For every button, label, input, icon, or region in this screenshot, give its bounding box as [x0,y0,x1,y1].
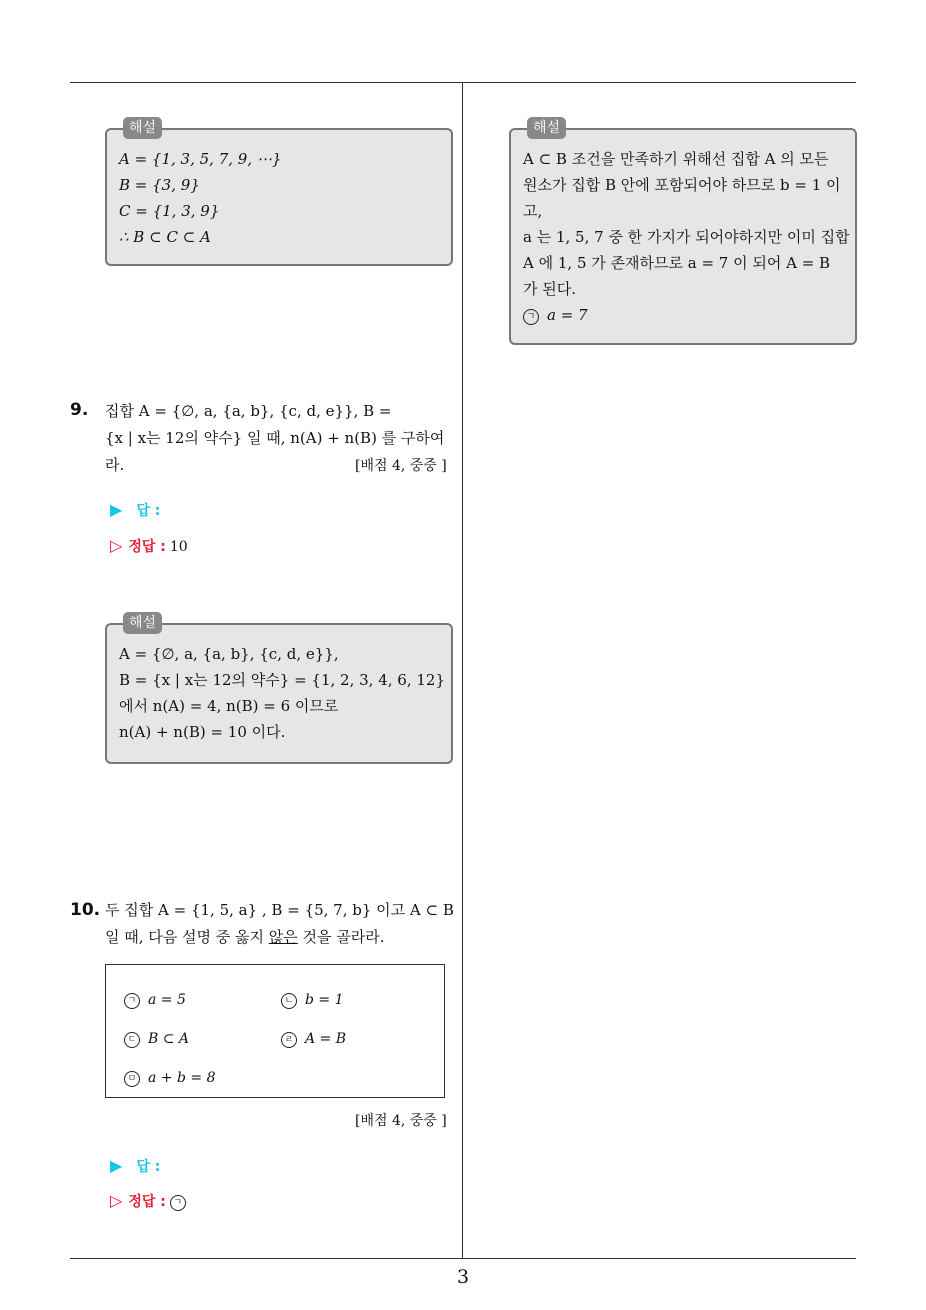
circled-letter-icon: ㄱ [124,993,140,1009]
circled-letter-icon: ㄱ [170,1195,186,1211]
question-text [105,897,460,951]
correct-label: 정답 : [128,539,166,555]
page-number: 3 [456,1266,470,1288]
solution-line: A ⊂ B 조건을 만족하기 위해선 집합 A 의 모든 [523,150,829,168]
circled-letter-icon: ㄹ [281,1032,297,1048]
solution-line: 원소가 집합 B 안에 포함되어야 하므로 b = 1 이 [523,176,841,194]
choice-item [124,992,186,1009]
solution-box-8 [105,120,453,266]
choice-item [124,1070,215,1087]
choice-item [124,1031,189,1048]
choice-text: a = 5 [148,992,186,1008]
solution-box-10 [509,120,857,345]
choices-box [105,964,445,1098]
question-number: 9. [70,400,89,420]
correct-label: 정답 : [128,1194,166,1210]
circled-letter-icon: ㄷ [124,1032,140,1048]
choice-text: a + b = 8 [148,1070,216,1086]
solution-line: A = {∅, a, {a, b}, {c, d, e}}, [119,645,339,663]
solution-final-line [523,302,843,328]
correct-value: 10 [169,539,188,555]
emphasis-underline: 않은 [268,928,298,946]
solution-tag: 해설 [123,117,162,139]
solution-tag: 해설 [527,117,566,139]
answer-row [110,500,160,520]
solution-line: A = {1, 3, 5, 7, 9, ⋯} [119,150,282,168]
question-line: {x | x는 12의 약수} 일 때, n(A) + n(B) 를 구하여 [105,429,445,447]
points-label: [배점 4, 중중 ] [355,1113,447,1129]
solution-line: A 에 1, 5 가 존재하므로 a = 7 이 되어 A = B [523,254,831,272]
choice-text: b = 1 [305,992,344,1008]
solution-line: a 는 1, 5, 7 중 한 가지가 되어야하지만 이미 집합 [523,228,850,246]
solution-line: C = {1, 3, 9} [119,202,220,220]
question-number: 10. [70,900,101,920]
question-text-part: 것을 골라라. [297,928,385,946]
bottom-rule [70,1258,856,1259]
answer-label: 답 : [136,503,161,519]
points-label: [배점 4, 중중 ] [355,458,447,474]
question-line: 두 집합 A = {1, 5, a} , B = {5, 7, b} 이고 A ⊂ B [105,901,454,919]
answer-label: 답 : [136,1159,161,1175]
choice-text: A = B [305,1031,347,1047]
solution-line: 가 된다. [523,280,577,298]
play-icon: ▶ [110,1156,123,1175]
top-rule [70,82,856,83]
question-line [105,924,460,951]
choice-item [281,1031,346,1048]
solution-line: n(A) + n(B) = 10 이다. [119,723,286,741]
circled-letter-icon: ㄱ [523,309,539,325]
solution-line: B = {x | x는 12의 약수} = {1, 2, 3, 4, 6, 12} [119,671,445,689]
solution-line: 에서 n(A) = 4, n(B) = 6 이므로 [119,697,339,715]
circled-letter-icon: ㅁ [124,1071,140,1087]
outline-play-icon: ▷ [110,536,123,555]
solution-final-text: a = 7 [547,306,588,324]
play-icon: ▶ [110,500,123,519]
column-divider [462,83,463,1258]
correct-answer-row [110,1191,194,1211]
choice-item [281,992,344,1009]
question-line: 집합 A = {∅, a, {a, b}, {c, d, e}}, B = [105,402,392,420]
correct-answer-row [110,536,188,556]
solution-box-9 [105,615,453,764]
solution-tag: 해설 [123,612,162,634]
solution-line: ∴ B ⊂ C ⊂ A [119,228,211,246]
solution-line: B = {3, 9} [119,176,200,194]
circled-letter-icon: ㄴ [281,993,297,1009]
answer-row [110,1156,160,1176]
outline-play-icon: ▷ [110,1191,123,1210]
question-text-part: 일 때, 다음 설명 중 옳지 [105,928,269,946]
choice-text: B ⊂ A [148,1031,190,1047]
correct-value [170,1194,194,1210]
solution-line: 고, [523,202,543,220]
question-line: 라. [105,456,125,474]
